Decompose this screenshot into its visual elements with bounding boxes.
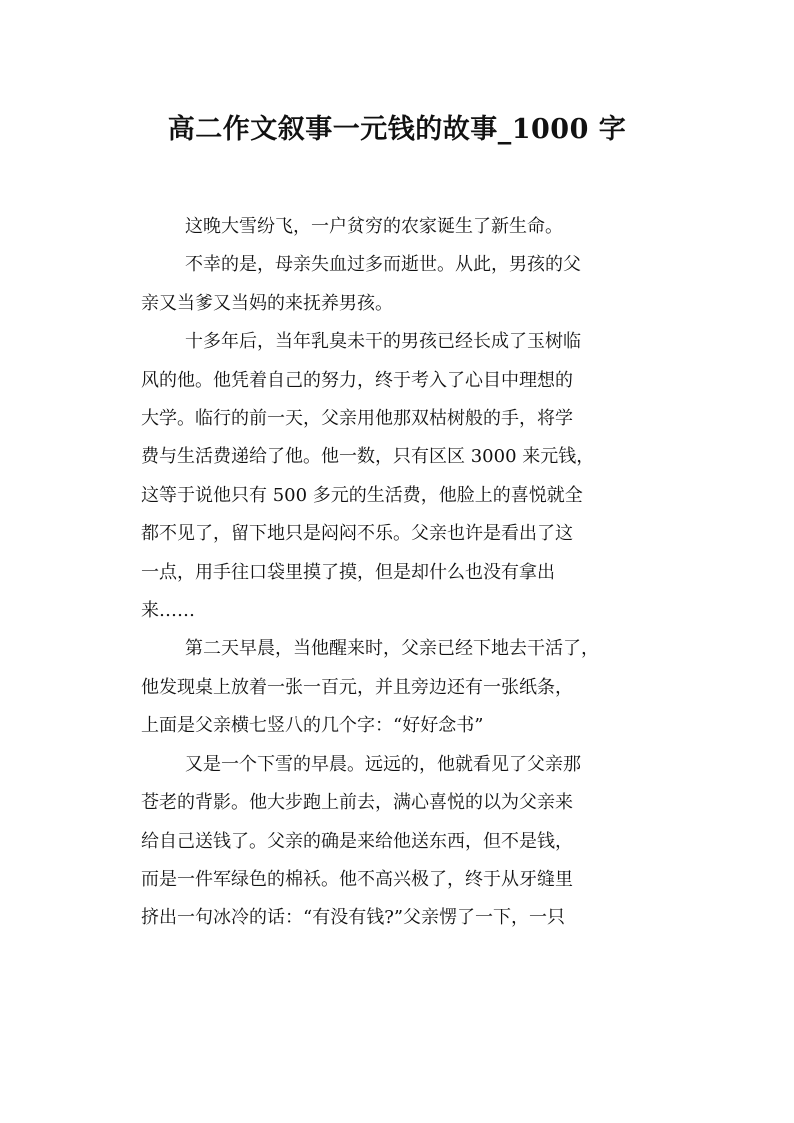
text-line: 而是一件军绿色的棉袄。他不高兴极了，终于从牙缝里 xyxy=(141,868,573,890)
text-line: 给自己送钱了。父亲的确是来给他送东西，但不是钱， xyxy=(141,830,573,852)
document-title: 高二作文叙事一元钱的故事_1000 字 xyxy=(167,114,627,145)
text-line: 大学。临行的前一天，父亲用他那双枯树般的手，将学 xyxy=(141,408,573,430)
text-line: 十多年后，当年乳臭未干的男孩已经长成了玉树临 xyxy=(185,331,581,353)
text-line: 这晚大雪纷飞，一户贫穷的农家诞生了新生命。 xyxy=(185,216,563,237)
text-line: 苍老的背影。他大步跑上前去，满心喜悦的以为父亲来 xyxy=(141,792,573,814)
text-line: 风的他。他凭着自己的努力，终于考入了心目中理想的 xyxy=(141,369,573,391)
text-line: 他发现桌上放着一张一百元，并且旁边还有一张纸条， xyxy=(141,676,573,698)
document-body xyxy=(141,208,661,938)
text-line: 第二天早晨，当他醒来时，父亲已经下地去干活了， xyxy=(185,638,599,660)
text-line: 上面是父亲横七竖八的几个字：“好好念书” xyxy=(141,715,484,737)
text-line: 这等于说他只有 500 多元的生活费，他脸上的喜悦就全 xyxy=(141,484,583,506)
text-line: 费与生活费递给了他。他一数，只有区区 3000 来元钱， xyxy=(141,446,595,468)
text-line: 不幸的是，母亲失血过多而逝世。从此，男孩的父 xyxy=(185,254,581,276)
text-line: 又是一个下雪的早晨。远远的，他就看见了父亲那 xyxy=(185,753,581,775)
text-line: 挤出一句冰冷的话：“有没有钱?”父亲愣了一下，一只 xyxy=(141,907,566,929)
text-line: 都不见了，留下地只是闷闷不乐。父亲也许是看出了这 xyxy=(141,523,573,545)
text-line: 来…… xyxy=(141,600,195,622)
text-line: 亲又当爹又当妈的来抚养男孩。 xyxy=(141,292,393,314)
text-line: 一点，用手往口袋里摸了摸，但是却什么也没有拿出 xyxy=(141,561,555,583)
